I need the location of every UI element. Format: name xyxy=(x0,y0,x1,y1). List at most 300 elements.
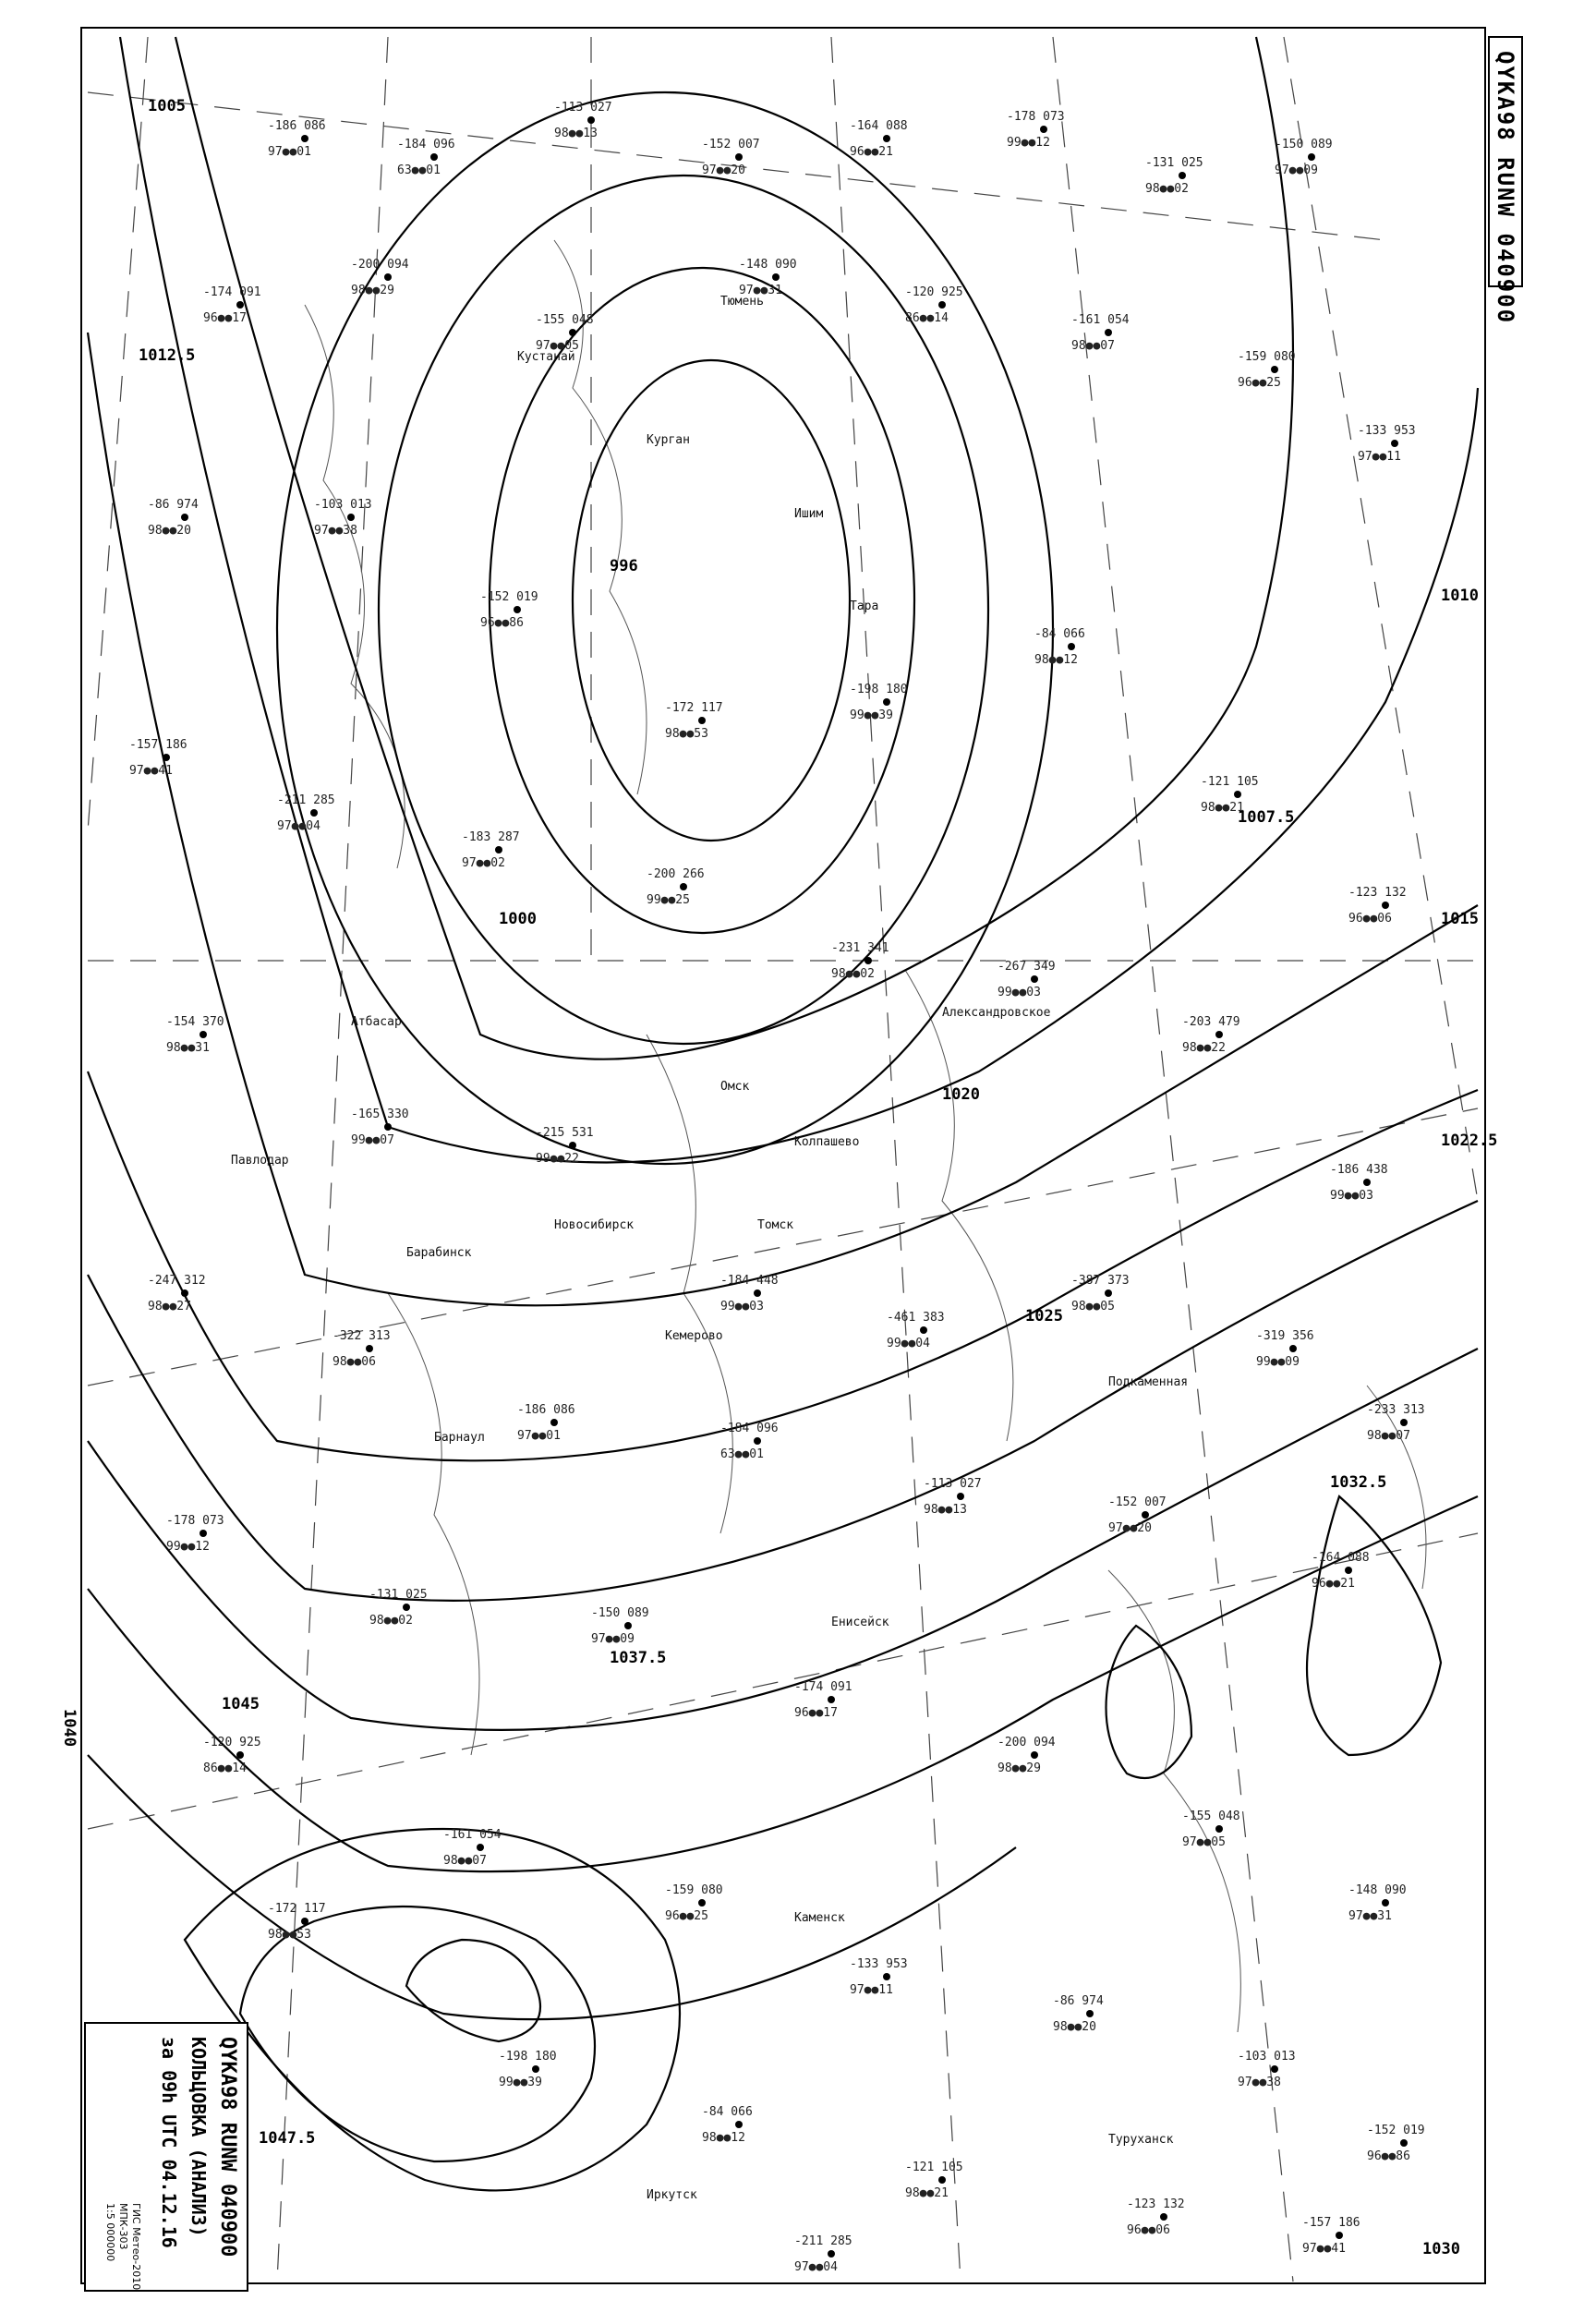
city-label: Павлодар xyxy=(231,1154,289,1168)
station-plot xyxy=(1127,2197,1185,2237)
station-sky: 97●●01 xyxy=(268,145,311,159)
station-plot xyxy=(277,793,335,833)
station-sky: 98●●29 xyxy=(351,284,394,297)
station-obs: -161 054 xyxy=(443,1828,502,1842)
station-plot xyxy=(1238,350,1296,390)
station-plot xyxy=(1007,110,1065,150)
station-marker xyxy=(698,1899,706,1907)
station-obs: -157 186 xyxy=(129,738,187,752)
station-marker xyxy=(883,698,890,706)
station-obs: -152 019 xyxy=(480,590,538,604)
isobar-label: 1015 xyxy=(1441,910,1479,928)
station-marker xyxy=(181,1289,188,1297)
station-obs: -164 088 xyxy=(850,119,908,133)
station-obs: -387 373 xyxy=(1071,1274,1130,1288)
isobar-1005 xyxy=(277,92,1053,1164)
station-plot xyxy=(397,138,455,177)
station-marker xyxy=(1400,1419,1408,1426)
city-label: Барнаул xyxy=(434,1431,485,1445)
station-sky: 98●●22 xyxy=(1182,1041,1226,1055)
station-plot xyxy=(702,2105,753,2145)
station-marker xyxy=(1179,172,1186,179)
isobar-label: 1005 xyxy=(148,97,186,115)
station-sky: 99●●09 xyxy=(1256,1355,1300,1369)
station-plot xyxy=(129,738,187,778)
station-obs: -322 313 xyxy=(332,1329,391,1343)
station-plot xyxy=(268,1902,326,1942)
station-marker xyxy=(310,809,318,817)
city-label: Ишим xyxy=(794,507,824,521)
station-obs: -103 013 xyxy=(1238,2050,1296,2064)
station-sky: 97●●09 xyxy=(591,1632,635,1646)
station-marker xyxy=(403,1604,410,1611)
station-obs: -131 025 xyxy=(369,1588,428,1602)
station-obs: -159 080 xyxy=(665,1883,723,1897)
station-sky: 63●●01 xyxy=(720,1447,764,1461)
isobar-label: 1025 xyxy=(1025,1307,1063,1326)
station-marker xyxy=(938,2176,946,2184)
station-obs: -186 086 xyxy=(517,1403,575,1417)
station-plot xyxy=(1367,1403,1425,1443)
station-marker xyxy=(735,2121,743,2128)
station-sky: 98●●21 xyxy=(905,2186,949,2200)
isobar-east-2 xyxy=(1106,1626,1192,1778)
station-obs: -231 341 xyxy=(831,941,889,955)
station-plot xyxy=(850,1957,908,1997)
city-label: Барабинск xyxy=(406,1246,472,1260)
station-plot xyxy=(499,2050,557,2089)
station-sky: 97●●41 xyxy=(129,764,173,778)
station-sky: 97●●38 xyxy=(1238,2076,1281,2089)
station-plot xyxy=(1238,2050,1296,2089)
station-plot xyxy=(794,1680,852,1720)
station-marker xyxy=(200,1530,207,1537)
station-obs: -113 027 xyxy=(554,101,612,115)
station-plot xyxy=(850,683,908,722)
station-marker xyxy=(1382,1899,1389,1907)
station-plot xyxy=(702,138,760,177)
station-plot xyxy=(314,498,372,538)
title-block-title: КОЛЬЦОВКА (АНАЛИЗ) xyxy=(187,2037,210,2237)
station-marker xyxy=(883,1973,890,1980)
station-sky: 99●●03 xyxy=(998,986,1041,999)
station-obs: -319 356 xyxy=(1256,1329,1314,1343)
isobar-label: 1000 xyxy=(499,910,537,928)
station-sky: 97●●04 xyxy=(794,2260,838,2274)
city-label: Атбасар xyxy=(351,1015,402,1029)
station-sky: 98●●13 xyxy=(554,127,598,140)
isobar-1025 xyxy=(88,1349,1478,1730)
station-obs: -215 531 xyxy=(536,1126,594,1140)
station-sky: 98●●07 xyxy=(1071,339,1115,353)
isobar-1015 xyxy=(88,1071,1478,1460)
isobar-label: 1012.5 xyxy=(139,346,196,365)
station-marker xyxy=(430,153,438,161)
city-labels xyxy=(231,295,1188,2202)
station-obs: -152 019 xyxy=(1367,2124,1425,2137)
station-obs: -103 013 xyxy=(314,498,372,512)
station-plot xyxy=(203,1736,261,1775)
station-marker xyxy=(1031,1751,1038,1759)
station-plot xyxy=(148,1274,206,1313)
station-plot xyxy=(517,1403,575,1443)
station-marker xyxy=(587,116,595,124)
station-obs: -148 090 xyxy=(739,258,797,272)
station-plot xyxy=(998,1736,1056,1775)
header-code: QYKA98 RUNW 040900 xyxy=(1493,51,1518,325)
station-sky: 99●●12 xyxy=(166,1540,210,1554)
isobar-1010 xyxy=(120,37,1478,1162)
station-obs: -157 186 xyxy=(1302,2216,1360,2230)
station-obs: -184 448 xyxy=(720,1274,779,1288)
station-sky: 86●●14 xyxy=(203,1761,247,1775)
station-marker xyxy=(864,957,872,964)
station-marker xyxy=(920,1326,927,1334)
station-plot xyxy=(268,119,326,159)
station-obs: -150 089 xyxy=(1275,138,1333,151)
station-sky: 96●●25 xyxy=(1238,376,1281,390)
station-marker xyxy=(624,1622,632,1629)
station-obs: -247 312 xyxy=(148,1274,206,1288)
station-marker xyxy=(1308,153,1315,161)
station-plot xyxy=(443,1828,502,1868)
station-sky: 97●●38 xyxy=(314,524,357,538)
station-sky: 96●●06 xyxy=(1127,2223,1170,2237)
station-obs: -121 105 xyxy=(1201,775,1259,789)
station-marker xyxy=(1215,1031,1223,1038)
station-obs: -178 073 xyxy=(166,1514,224,1528)
station-sky: 98●●02 xyxy=(831,967,875,981)
station-sky: 98●●06 xyxy=(332,1355,376,1369)
station-marker xyxy=(347,514,355,521)
station-sky: 97●●04 xyxy=(277,819,320,833)
station-plot xyxy=(148,498,199,538)
station-plot xyxy=(887,1311,945,1350)
station-plot xyxy=(1348,1883,1407,1923)
station-marker xyxy=(384,273,392,281)
station-sky: 99●●25 xyxy=(647,893,690,907)
city-label: Тара xyxy=(850,599,879,613)
station-plot xyxy=(1182,1015,1240,1055)
station-plot xyxy=(591,1606,649,1646)
station-marker xyxy=(938,301,946,309)
station-plot xyxy=(1367,2124,1425,2163)
station-obs: -155 048 xyxy=(536,313,594,327)
station-plot xyxy=(1053,1994,1104,2034)
city-label: Александровское xyxy=(942,1006,1051,1020)
station-obs: -184 096 xyxy=(720,1422,779,1435)
station-sky: 96●●17 xyxy=(794,1706,838,1720)
station-plot xyxy=(1145,156,1203,196)
station-obs: -86 974 xyxy=(1053,1994,1104,2008)
station-obs: -152 007 xyxy=(1108,1495,1167,1509)
isobar-label: 1037.5 xyxy=(610,1649,667,1667)
station-marker xyxy=(1391,440,1398,447)
isobar-label: 1032.5 xyxy=(1330,1473,1387,1492)
isobar-label: 1007.5 xyxy=(1238,808,1295,827)
station-plot xyxy=(203,285,261,325)
station-plot xyxy=(665,701,723,741)
isobar-low-center xyxy=(573,360,850,841)
isobar-label: 1040 xyxy=(60,1709,79,1747)
isobar-label: 1030 xyxy=(1422,2240,1460,2258)
station-sky: 99●●39 xyxy=(499,2076,542,2089)
station-sky: 97●●02 xyxy=(462,856,505,870)
header-box xyxy=(1489,37,1522,324)
station-plot xyxy=(166,1514,224,1554)
station-marker xyxy=(957,1493,964,1500)
station-marker xyxy=(680,883,687,890)
station-plot xyxy=(166,1015,224,1055)
station-marker xyxy=(1142,1511,1149,1519)
station-marker xyxy=(384,1123,392,1131)
isobar-label: 1020 xyxy=(942,1085,980,1104)
isobar-label: 1010 xyxy=(1441,587,1479,605)
station-obs: -233 313 xyxy=(1367,1403,1425,1417)
station-obs: -164 088 xyxy=(1312,1551,1370,1565)
station-sky: 97●●11 xyxy=(1358,450,1401,464)
station-sky: 98●●53 xyxy=(665,727,708,741)
station-obs: -131 025 xyxy=(1145,156,1203,170)
station-marker xyxy=(883,135,890,142)
station-marker xyxy=(754,1289,761,1297)
title-block-source: ГИС Метео-2010 xyxy=(130,2203,142,2291)
coastlines-rivers xyxy=(305,240,1426,2032)
station-obs: -133 953 xyxy=(850,1957,908,1971)
station-marker xyxy=(1400,2139,1408,2147)
station-sky: 97●●20 xyxy=(1108,1521,1152,1535)
station-sky: 98●●07 xyxy=(1367,1429,1410,1443)
station-marker xyxy=(1068,643,1075,650)
station-obs: -461 383 xyxy=(887,1311,945,1325)
station-sky: 96●●86 xyxy=(1367,2149,1410,2163)
station-marker xyxy=(569,329,576,336)
station-obs: -150 089 xyxy=(591,1606,649,1620)
station-marker xyxy=(495,846,502,853)
station-sky: 98●●20 xyxy=(1053,2020,1096,2034)
station-marker xyxy=(1345,1567,1352,1574)
city-label: Каменск xyxy=(794,1911,845,1925)
station-plot xyxy=(1275,138,1333,177)
station-plot xyxy=(1330,1163,1388,1203)
station-marker xyxy=(1160,2213,1167,2221)
coordinate-grid xyxy=(88,37,1478,2282)
station-obs: -133 953 xyxy=(1358,424,1416,438)
station-obs: -211 285 xyxy=(794,2234,852,2248)
isobar-1000 xyxy=(379,176,988,1044)
station-plot xyxy=(1182,1810,1240,1849)
station-obs: -84 066 xyxy=(1034,627,1085,641)
station-obs: -121 105 xyxy=(905,2161,963,2174)
station-plot xyxy=(1302,2216,1360,2256)
station-plot xyxy=(665,1883,723,1923)
station-plot xyxy=(536,313,594,353)
station-sky: 96●●25 xyxy=(665,1909,708,1923)
station-marker xyxy=(301,135,308,142)
station-obs: -267 349 xyxy=(998,960,1056,974)
station-plot xyxy=(1034,627,1085,667)
station-sky: 99●●22 xyxy=(536,1152,579,1166)
station-marker xyxy=(550,1419,558,1426)
isobar-1007-5 xyxy=(175,37,1293,1059)
isobar-1047-5 xyxy=(406,1940,540,2041)
station-marker xyxy=(236,1751,244,1759)
station-marker xyxy=(1234,791,1241,798)
station-sky: 99●●12 xyxy=(1007,136,1050,150)
station-plots xyxy=(129,101,1425,2274)
isobar-label: 1047.5 xyxy=(259,2129,316,2148)
station-obs: -186 086 xyxy=(268,119,326,133)
city-label: Колпашево xyxy=(794,1135,860,1149)
station-marker xyxy=(514,606,521,613)
station-obs: -86 974 xyxy=(148,498,199,512)
station-marker xyxy=(532,2065,539,2073)
station-obs: -113 027 xyxy=(924,1477,982,1491)
station-marker xyxy=(828,1696,835,1703)
station-plot xyxy=(720,1274,779,1313)
title-block-bureau: МПК-303 xyxy=(117,2203,129,2250)
station-marker xyxy=(1289,1345,1297,1352)
station-obs: -123 132 xyxy=(1348,886,1407,900)
isobar-label: 1045 xyxy=(222,1695,260,1713)
station-obs: -161 054 xyxy=(1071,313,1130,327)
station-plot xyxy=(905,285,963,325)
station-obs: -200 094 xyxy=(351,258,409,272)
title-block xyxy=(85,2023,248,2291)
station-marker xyxy=(1031,975,1038,983)
station-obs: -200 094 xyxy=(998,1736,1056,1749)
title-block-scale: 1:5 000000 xyxy=(104,2203,116,2262)
station-obs: -200 266 xyxy=(647,867,705,881)
station-sky: 98●●21 xyxy=(1201,801,1244,815)
station-sky: 97●●11 xyxy=(850,1983,893,1997)
title-block-time: за 09h UTC 04.12.16 xyxy=(158,2037,180,2248)
station-obs: -198 180 xyxy=(499,2050,557,2064)
station-sky: 97●●31 xyxy=(739,284,782,297)
station-sky: 98●●07 xyxy=(443,1854,487,1868)
station-marker xyxy=(163,754,170,761)
city-label: Кемерово xyxy=(665,1329,723,1343)
station-obs: -148 090 xyxy=(1348,1883,1407,1897)
station-sky: 96●●21 xyxy=(850,145,893,159)
city-label: Туруханск xyxy=(1108,2133,1174,2147)
station-obs: -184 096 xyxy=(397,138,455,151)
city-label: Кустанай xyxy=(517,350,575,364)
city-label: Тюмень xyxy=(720,295,764,309)
station-marker xyxy=(1382,902,1389,909)
station-marker xyxy=(477,1844,484,1851)
station-plot xyxy=(739,258,797,297)
station-marker xyxy=(1336,2232,1343,2239)
station-sky: 86●●14 xyxy=(905,311,949,325)
station-sky: 97●●05 xyxy=(1182,1835,1226,1849)
station-marker xyxy=(1105,1289,1112,1297)
station-marker xyxy=(301,1918,308,1925)
station-obs: -152 007 xyxy=(702,138,760,151)
station-marker xyxy=(1271,366,1278,373)
station-marker xyxy=(772,273,780,281)
station-sky: 98●●29 xyxy=(998,1761,1041,1775)
station-obs: -198 180 xyxy=(850,683,908,696)
station-marker xyxy=(1363,1179,1371,1186)
station-sky: 97●●09 xyxy=(1275,163,1318,177)
station-plot xyxy=(1358,424,1416,464)
station-plot xyxy=(924,1477,982,1517)
station-marker xyxy=(828,2250,835,2258)
station-marker xyxy=(366,1345,373,1352)
station-marker xyxy=(236,301,244,309)
city-label: Подкаменная xyxy=(1108,1375,1189,1389)
station-sky: 96●●21 xyxy=(1312,1577,1355,1591)
station-plot xyxy=(794,2234,852,2274)
station-obs: -155 048 xyxy=(1182,1810,1240,1823)
isobar-label: 996 xyxy=(610,557,638,575)
city-label: Омск xyxy=(720,1080,750,1094)
station-marker xyxy=(754,1437,761,1445)
station-sky: 96●●17 xyxy=(203,311,247,325)
station-sky: 98●●12 xyxy=(1034,653,1078,667)
station-obs: -178 073 xyxy=(1007,110,1065,124)
station-sky: 98●●27 xyxy=(148,1300,191,1313)
station-plot xyxy=(332,1329,391,1369)
city-label: Новосибирск xyxy=(554,1218,635,1232)
station-obs: -183 287 xyxy=(462,830,520,844)
station-sky: 99●●04 xyxy=(887,1337,930,1350)
station-plot xyxy=(647,867,705,907)
city-label: Иркутск xyxy=(647,2188,697,2202)
station-marker xyxy=(735,153,743,161)
station-plot xyxy=(462,830,520,870)
station-obs: -174 091 xyxy=(794,1680,852,1694)
station-obs: -211 285 xyxy=(277,793,335,807)
station-sky: 99●●03 xyxy=(1330,1189,1373,1203)
station-sky: 98●●05 xyxy=(1071,1300,1115,1313)
station-sky: 98●●02 xyxy=(1145,182,1189,196)
isobar-1030 xyxy=(88,1496,1478,1871)
station-marker xyxy=(1040,126,1047,133)
station-marker xyxy=(1086,2010,1094,2017)
station-marker xyxy=(181,514,188,521)
station-sky: 63●●01 xyxy=(397,163,441,177)
station-sky: 97●●05 xyxy=(536,339,579,353)
city-label: Томск xyxy=(757,1218,794,1232)
station-obs: -172 117 xyxy=(268,1902,326,1916)
station-sky: 98●●13 xyxy=(924,1503,967,1517)
station-marker xyxy=(1271,2065,1278,2073)
station-marker xyxy=(200,1031,207,1038)
station-obs: -186 438 xyxy=(1330,1163,1388,1177)
station-sky: 98●●12 xyxy=(702,2131,745,2145)
station-obs: -84 066 xyxy=(702,2105,753,2119)
isobar-label: 1022.5 xyxy=(1441,1132,1498,1150)
station-obs: -174 091 xyxy=(203,285,261,299)
isobar-east xyxy=(1307,1496,1441,1755)
station-sky: 97●●41 xyxy=(1302,2242,1346,2256)
station-sky: 97●●20 xyxy=(702,163,745,177)
station-sky: 98●●20 xyxy=(148,524,191,538)
station-marker xyxy=(569,1142,576,1149)
station-plot xyxy=(720,1422,779,1461)
city-label: Енисейск xyxy=(831,1616,889,1629)
station-plot xyxy=(998,960,1056,999)
station-sky: 98●●31 xyxy=(166,1041,210,1055)
station-sky: 97●●01 xyxy=(517,1429,561,1443)
station-plot xyxy=(850,119,908,159)
station-plot xyxy=(351,1108,409,1147)
station-obs: -203 479 xyxy=(1182,1015,1240,1029)
station-plot xyxy=(369,1588,428,1628)
station-sky: 98●●53 xyxy=(268,1928,311,1942)
